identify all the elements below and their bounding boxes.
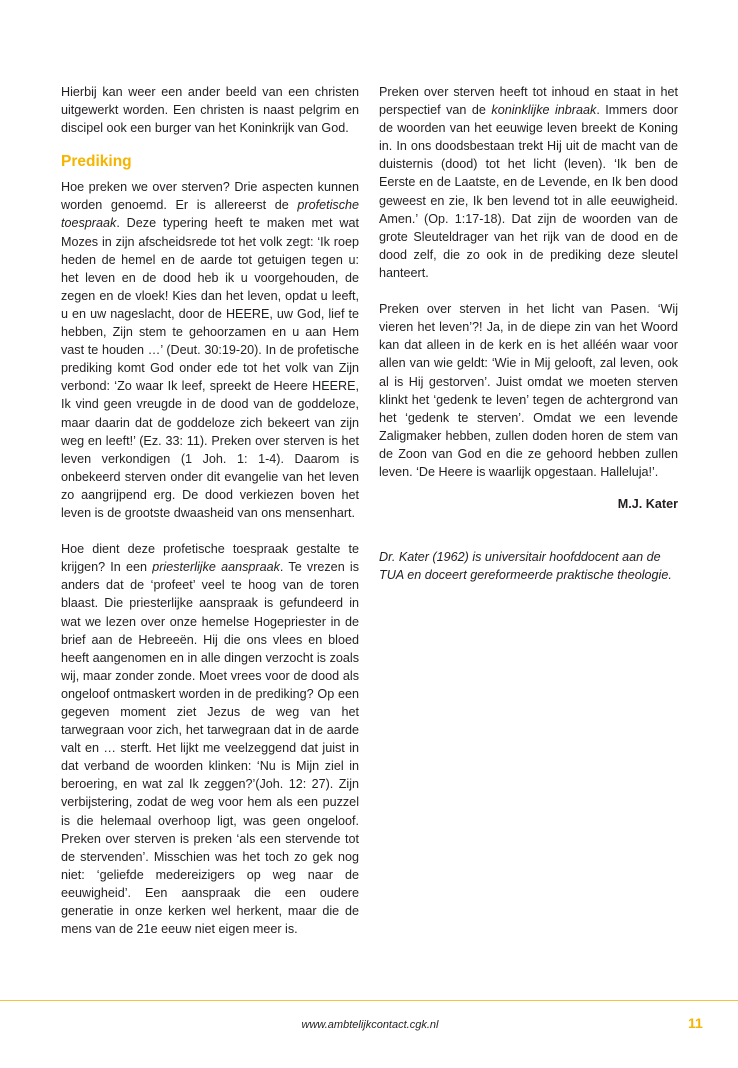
right-column <box>379 83 678 584</box>
intro-paragraph: Hierbij kan weer een ander beeld van een christen uitgewerkt worden. Een christen is naast pelgrim en discipel ook een burger van het Koninkrijk van God. <box>61 85 359 136</box>
section-heading: Prediking <box>61 153 132 171</box>
author-bio: Dr. Kater (1962) is universitair hoofddocent aan de TUA en doceert gereformeerde praktische theologie. <box>379 550 672 583</box>
body-paragraph: Hoe preken we over sterven? Drie aspecten kunnen worden genoemd. Er is allereerst de profetische toespraak. Deze typering heeft te maken met wat Mozes in zijn afscheidsrede tot het volk zegt: ‘Ik roep heden de hemel en de aarde tot getuigen tegen u: het leven en de dood heb ik u voorgehouden, de zegen en de vloek! Kies dan het leven, opdat u leeft, u en uw nageslacht, door de HEERE, uw God, lief te hebben, Zijn stem te gehoorzamen en u aan Hem vast te houden …’ (Deut. 30:19-20). In de profetische prediking komt God onder ede tot het volk van Zijn verbond: ‘Zo waar Ik leef, spreekt de Heere HEERE, Ik vind geen vreugde in de dood van de goddeloze, maar daarin dat de goddeloze zich bekeert van zijn weg en leeft!’ (Ez. 33: 11). Preken over sterven is het leven verkondigen (1 Joh. 1: 1-4). Daarom is onbekeerd sterven onder dit evangelie van het leven zo aangrijpend erg. De dood verkiezen boven het leven is de grootste dwaasheid van ons mensenhart. <box>61 180 359 520</box>
footer-url[interactable]: www.ambtelijkcontact.cgk.nl <box>301 1019 439 1031</box>
left-column <box>61 83 359 938</box>
body-paragraph: Hoe dient deze profetische toespraak gestalte te krijgen? In een priesterlijke aanspraak. Te vrezen is anders dat de ‘profeet’ veel te hoog van de toren blaast. Die priesterlijke aanspraak is gefundeerd in wat we lezen over onze hemelse Hogepriester in de brief aan de Hebreeën. Hij die ons vlees en bloed heeft aangenomen en in alle dingen verzocht is zoals wij, maar zonder zonde. Moet vrees voor de dood als ongeloof ontmaskert worden in de prediking? Op een gegeven moment ziet Jezus de weg van het tarwegraan voor zich, het tarwegraan dat in de aarde valt en … sterft. Het lijkt me veelzeggend dat juist in dat verband de woorden klinken: ‘Nu is Mijn ziel in beroering, en wat zal Ik zeggen?’(Joh. 12: 27). Zijn verbijstering, zodat de weg voor hem als een puzzel is die helemaal overhoop ligt, was geen ongeloof. Preken over sterven is preken ‘als een stervende tot de stervenden’. Misschien was het toch zo gek nog niet: ‘geliefde medereizigers op weg naar de eeuwigheid’. Een aanspraak die een oudere generatie in onze kerken wel herkent, maar die de mens van de 21e eeuw niet eigen meer is. <box>61 542 359 937</box>
body-paragraph: Preken over sterven in het licht van Pasen. ‘Wij vieren het leven’?! Ja, in de diepe zin van het Woord kan dat alleen in de kerk en is het alléén waar voor allen van wie geldt: ‘Wie in Mij gelooft, zal leven, ook al is Hij gestorven’. Juist omdat we moeten sterven klinkt het ‘gedenk te leven’ tegen de achtergrond van het ‘gedenk te sterven’. Omdat we een levende Zaligmaker hebben, zullen doden horen de stem van de Zoon van God en die ze gehoord hebben zullen leven. ‘De Heere is waarlijk opgestaan. Halleluja!’. <box>379 302 678 479</box>
footer-divider <box>0 1000 738 1001</box>
body-paragraph: Preken over sterven heeft tot inhoud en staat in het perspectief van de koninklijke inbraak. Immers door de woorden van het eeuwige leven breekt de Koning in. In ons doodsbestaan trekt Hij uit de macht van de duisternis (dood) tot het licht (leven). ‘Ik ben de Eerste en de Laatste, en de Levende, en Ik ben dood geweest en zie, Ik ben levend tot in alle eeuwigheid. Amen.’ (Op. 1:17-18). Dat zijn de woorden van de grote Sleuteldrager van het rijk van de dood en de dood zelf, die zo ook in de prediking deze sleutel hanteert. <box>379 85 678 280</box>
page-number: 11 <box>688 1015 703 1031</box>
author-signature: M.J. Kater <box>617 497 678 512</box>
